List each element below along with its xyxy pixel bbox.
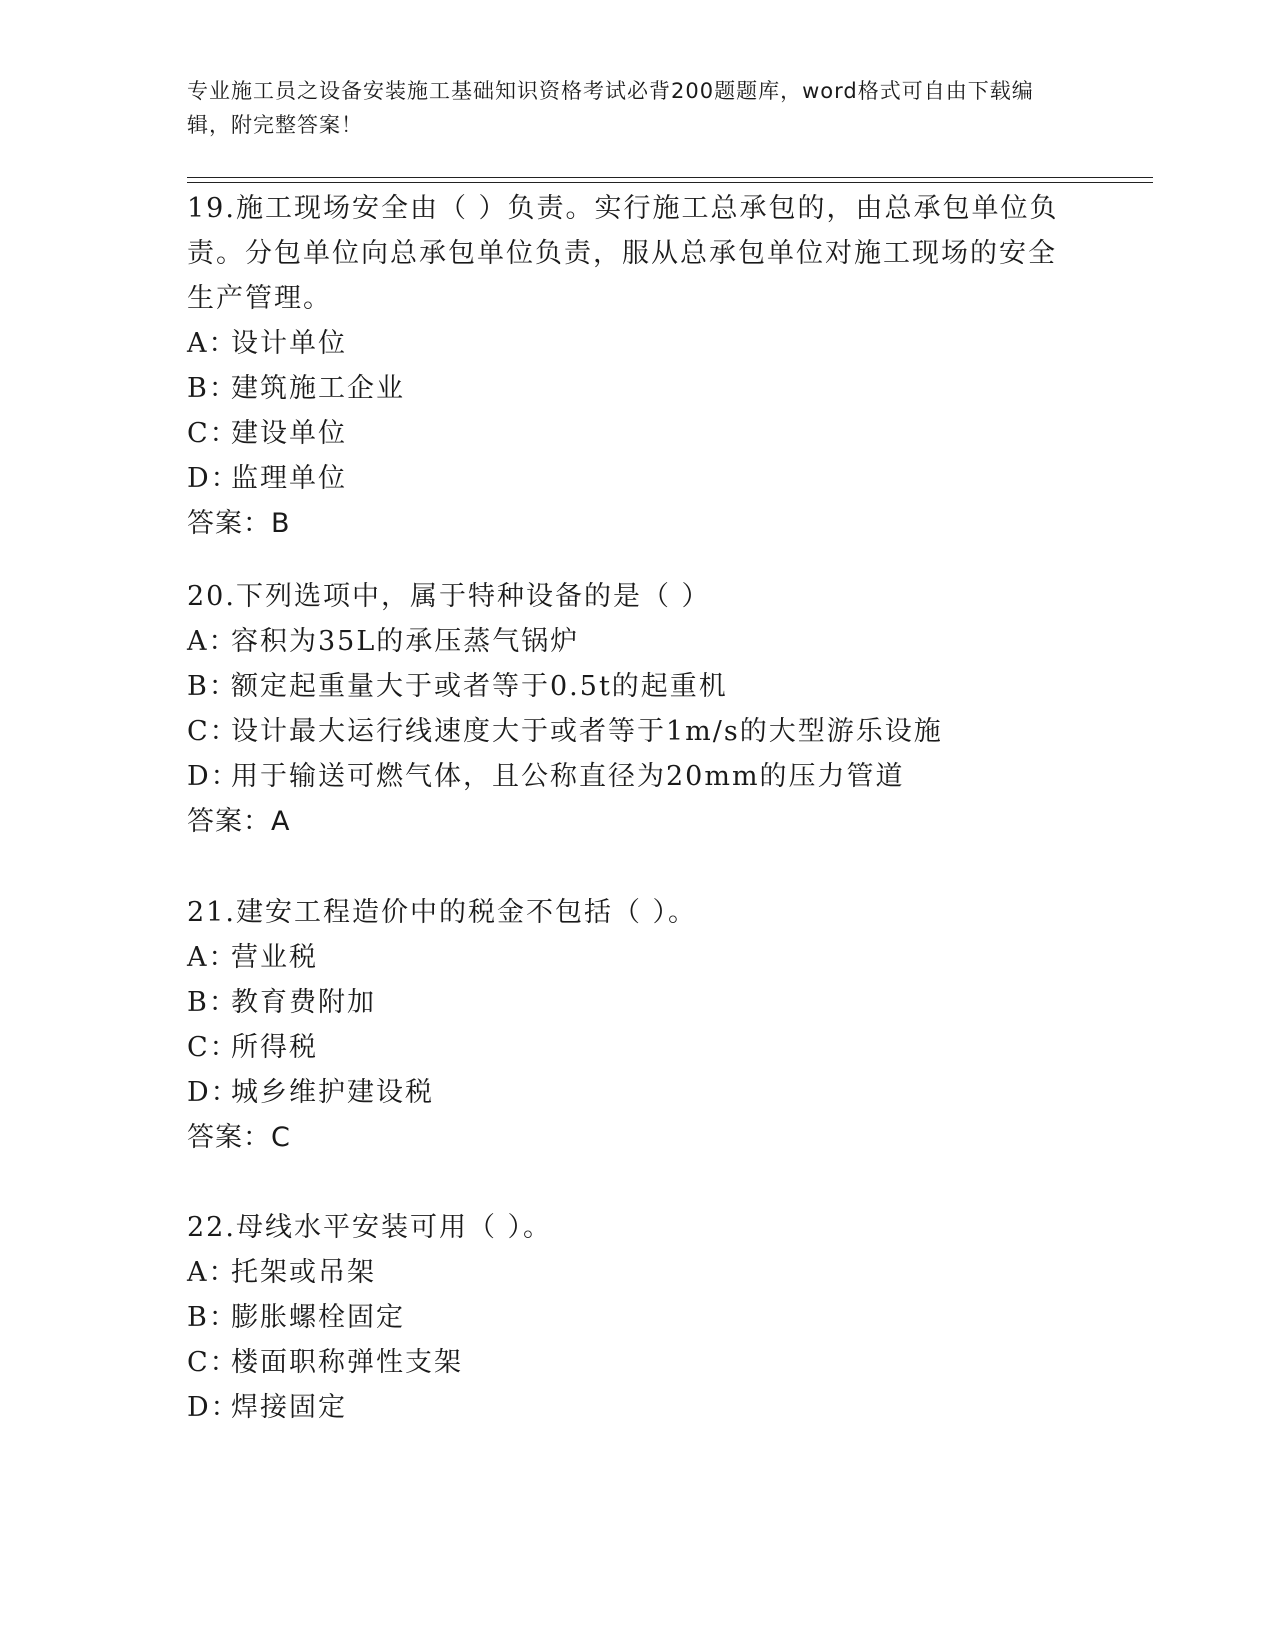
option-a	[187, 1250, 1067, 1295]
option-key: C：	[187, 716, 239, 747]
answer-label: 答案：	[187, 1122, 271, 1153]
option-b	[187, 980, 1067, 1025]
option-d	[187, 1070, 1067, 1115]
option-text: 设计单位	[231, 328, 347, 359]
option-key: C：	[187, 1347, 239, 1378]
answer-value: A	[271, 806, 291, 837]
option-d	[187, 1385, 1067, 1430]
option-d	[187, 456, 1067, 501]
question-21	[187, 890, 1067, 1160]
answer-label: 答案：	[187, 806, 271, 837]
header-divider-bottom	[187, 182, 1153, 183]
option-a	[187, 935, 1067, 980]
option-c	[187, 411, 1067, 456]
option-key: C：	[187, 418, 239, 449]
option-text: 容积为35L的承压蒸气锅炉	[231, 626, 580, 657]
option-b	[187, 366, 1067, 411]
answer-value: C	[271, 1122, 291, 1153]
question-20	[187, 574, 1067, 844]
option-a	[187, 321, 1067, 366]
option-key: B：	[187, 373, 238, 404]
question-stem: 22.母线水平安装可用（ ）。	[187, 1212, 553, 1243]
option-key: D：	[187, 761, 240, 792]
option-text: 膨胀螺栓固定	[231, 1302, 405, 1333]
answer-label: 答案：	[187, 508, 271, 539]
option-text: 焊接固定	[231, 1392, 347, 1423]
option-text: 营业税	[231, 942, 318, 973]
option-text: 额定起重量大于或者等于0.5t的起重机	[231, 671, 728, 702]
option-text: 监理单位	[231, 463, 347, 494]
answer-line	[187, 799, 1067, 844]
option-text: 城乡维护建设税	[231, 1077, 434, 1108]
option-text: 建筑施工企业	[231, 373, 405, 404]
question-stem: 21.建安工程造价中的税金不包括（ ）。	[187, 897, 698, 928]
option-key: A：	[187, 942, 238, 973]
option-text: 用于输送可燃气体，且公称直径为20mm的压力管道	[231, 761, 905, 792]
option-key: D：	[187, 1392, 240, 1423]
option-key: B：	[187, 671, 238, 702]
answer-line	[187, 501, 1067, 546]
option-key: A：	[187, 328, 238, 359]
option-key: B：	[187, 987, 238, 1018]
option-b	[187, 664, 1067, 709]
option-key: C：	[187, 1032, 239, 1063]
option-text: 教育费附加	[231, 987, 376, 1018]
option-b	[187, 1295, 1067, 1340]
option-text: 楼面职称弹性支架	[231, 1347, 463, 1378]
answer-value: B	[271, 508, 291, 539]
question-stem: 19.施工现场安全由（ ）负责。实行施工总承包的，由总承包单位负责。分包单位向总承包单位负责，服从总承包单位对施工现场的安全生产管理。	[187, 193, 1059, 314]
header-divider-top	[187, 177, 1153, 178]
option-key: A：	[187, 626, 238, 657]
option-text: 建设单位	[231, 418, 347, 449]
option-c	[187, 1025, 1067, 1070]
option-text: 托架或吊架	[231, 1257, 376, 1288]
option-text: 设计最大运行线速度大于或者等于1m/s的大型游乐设施	[231, 716, 943, 747]
option-c	[187, 709, 1067, 754]
question-stem: 20.下列选项中，属于特种设备的是（ ）	[187, 581, 711, 612]
option-d	[187, 754, 1067, 799]
option-text: 所得税	[231, 1032, 318, 1063]
option-key: D：	[187, 463, 240, 494]
option-key: D：	[187, 1077, 240, 1108]
question-19	[187, 186, 1067, 546]
answer-line	[187, 1115, 1067, 1160]
question-22	[187, 1205, 1067, 1430]
option-a	[187, 619, 1067, 664]
option-key: A：	[187, 1257, 238, 1288]
option-c	[187, 1340, 1067, 1385]
option-key: B：	[187, 1302, 238, 1333]
document-header: 专业施工员之设备安装施工基础知识资格考试必背200题题库，word格式可自由下载编辑，附完整答案！	[187, 79, 1034, 137]
